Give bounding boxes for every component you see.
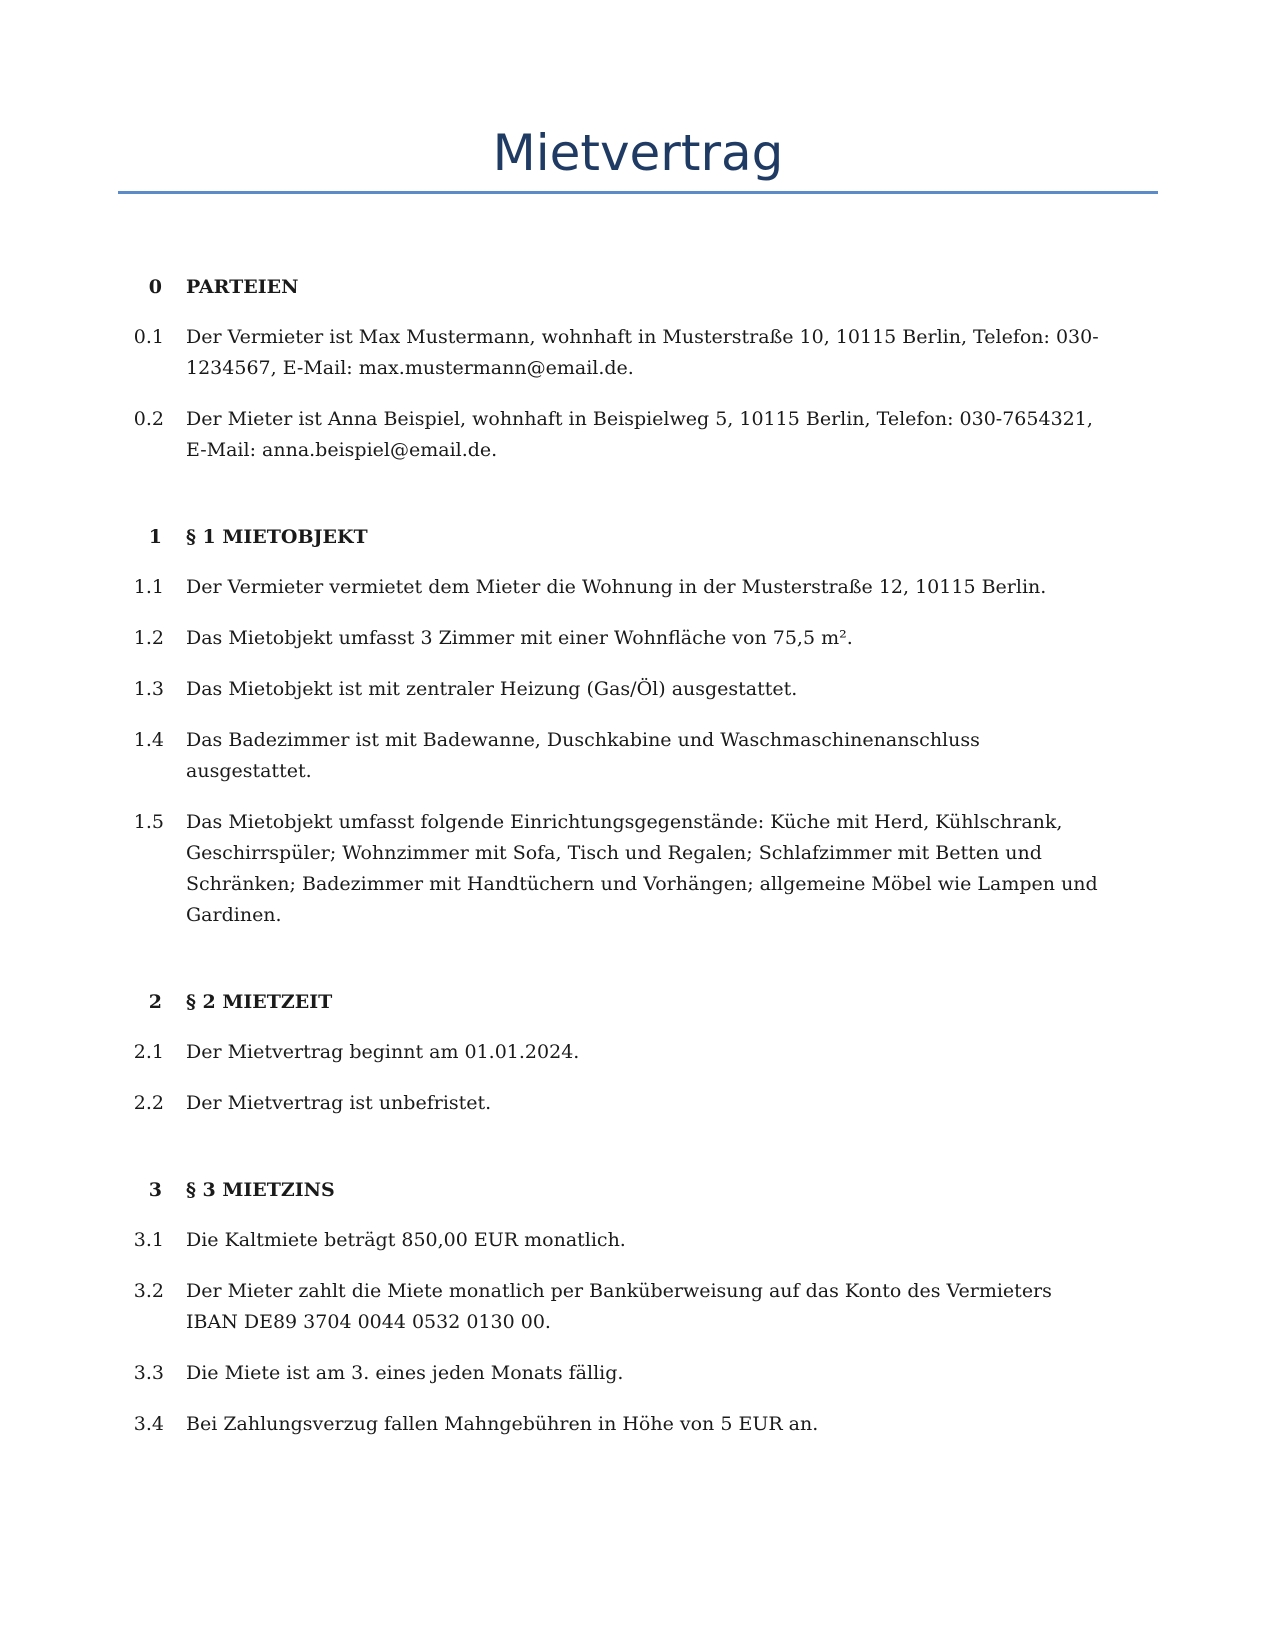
clause-text: Der Mieter ist Anna Beispiel, wohnhaft in Beispielweg 5, 10115 Berlin, Telefon: 030-7654321, E-Mail: anna.beispiel@email.de. <box>186 408 1093 461</box>
document-body <box>0 272 1275 1460</box>
clause <box>0 1276 1275 1338</box>
clause-number: 2.2 <box>133 1092 164 1114</box>
clause-text: Der Vermieter ist Max Mustermann, wohnhaft in Musterstraße 10, 10115 Berlin, Telefon: 030-1234567, E-Mail: max.mustermann@email.de. <box>186 326 1099 379</box>
clause <box>0 1358 1275 1389</box>
clause-number: 1.4 <box>133 729 164 751</box>
clause <box>0 725 1275 787</box>
section-mietobjekt <box>0 522 1275 931</box>
clause-number: 3.3 <box>133 1362 164 1384</box>
clause <box>0 1037 1275 1068</box>
section-heading <box>0 522 1275 552</box>
document-title: Mietvertrag <box>492 124 784 182</box>
clause <box>0 674 1275 705</box>
section-title: § 3 MIETZINS <box>186 1179 335 1201</box>
section-number: 0 <box>148 276 162 298</box>
clause <box>0 1088 1275 1119</box>
section-number: 1 <box>148 526 162 548</box>
clause <box>0 322 1275 384</box>
section-title: § 2 MIETZEIT <box>186 991 333 1013</box>
section-parteien <box>0 272 1275 466</box>
clause-text: Die Kaltmiete beträgt 850,00 EUR monatlich. <box>186 1229 626 1251</box>
clause-text: Das Mietobjekt umfasst folgende Einrichtungsgegenstände: Küche mit Herd, Kühlschrank, Geschirrspüler; Wohnzimmer mit Sofa, Tisch und Regalen; Schlafzimmer mit Betten und Schränken; Badezimmer mit Handtüchern und Vorhängen; allgemeine Möbel wie Lampen und Gardinen. <box>186 811 1098 926</box>
section-heading <box>0 987 1275 1017</box>
section-heading <box>0 272 1275 302</box>
clause-number: 0.2 <box>133 408 164 430</box>
clause-number: 3.4 <box>133 1413 164 1435</box>
section-mietzins <box>0 1175 1275 1440</box>
clause <box>0 572 1275 603</box>
clause-number: 1.1 <box>133 576 164 598</box>
clause-text: Der Mietvertrag beginnt am 01.01.2024. <box>186 1041 580 1063</box>
clause-text: Das Badezimmer ist mit Badewanne, Duschkabine und Waschmaschinenanschluss ausgestattet. <box>186 729 980 782</box>
clause-text: Das Mietobjekt ist mit zentraler Heizung (Gas/Öl) ausgestattet. <box>186 678 798 700</box>
clause <box>0 1409 1275 1440</box>
clause-number: 1.3 <box>133 678 164 700</box>
clause-number: 1.2 <box>133 627 164 649</box>
clause-number: 0.1 <box>133 326 164 348</box>
clause-text: Bei Zahlungsverzug fallen Mahngebühren in Höhe von 5 EUR an. <box>186 1413 819 1435</box>
section-mietzeit <box>0 987 1275 1119</box>
section-title: PARTEIEN <box>186 276 299 298</box>
section-number: 2 <box>148 991 162 1013</box>
clause-text: Der Mietvertrag ist unbefristet. <box>186 1092 492 1114</box>
clause-number: 3.2 <box>133 1280 164 1302</box>
clause <box>0 1225 1275 1256</box>
clause-text: Die Miete ist am 3. eines jeden Monats fällig. <box>186 1362 624 1384</box>
clause-number: 1.5 <box>133 811 164 833</box>
clause-text: Der Vermieter vermietet dem Mieter die Wohnung in der Musterstraße 12, 10115 Berlin. <box>186 576 1047 598</box>
section-number: 3 <box>148 1179 162 1201</box>
section-heading <box>0 1175 1275 1205</box>
clause <box>0 404 1275 466</box>
clause-number: 2.1 <box>133 1041 164 1063</box>
clause <box>0 807 1275 931</box>
clause-number: 3.1 <box>133 1229 164 1251</box>
section-title: § 1 MIETOBJEKT <box>186 526 368 548</box>
clause-text: Der Mieter zahlt die Miete monatlich per Banküberweisung auf das Konto des Vermieters IBAN DE89 3704 0044 0532 0130 00. <box>186 1280 1052 1333</box>
title-underline <box>118 191 1158 194</box>
clause-text: Das Mietobjekt umfasst 3 Zimmer mit einer Wohnfläche von 75,5 m². <box>186 627 853 649</box>
clause <box>0 623 1275 654</box>
